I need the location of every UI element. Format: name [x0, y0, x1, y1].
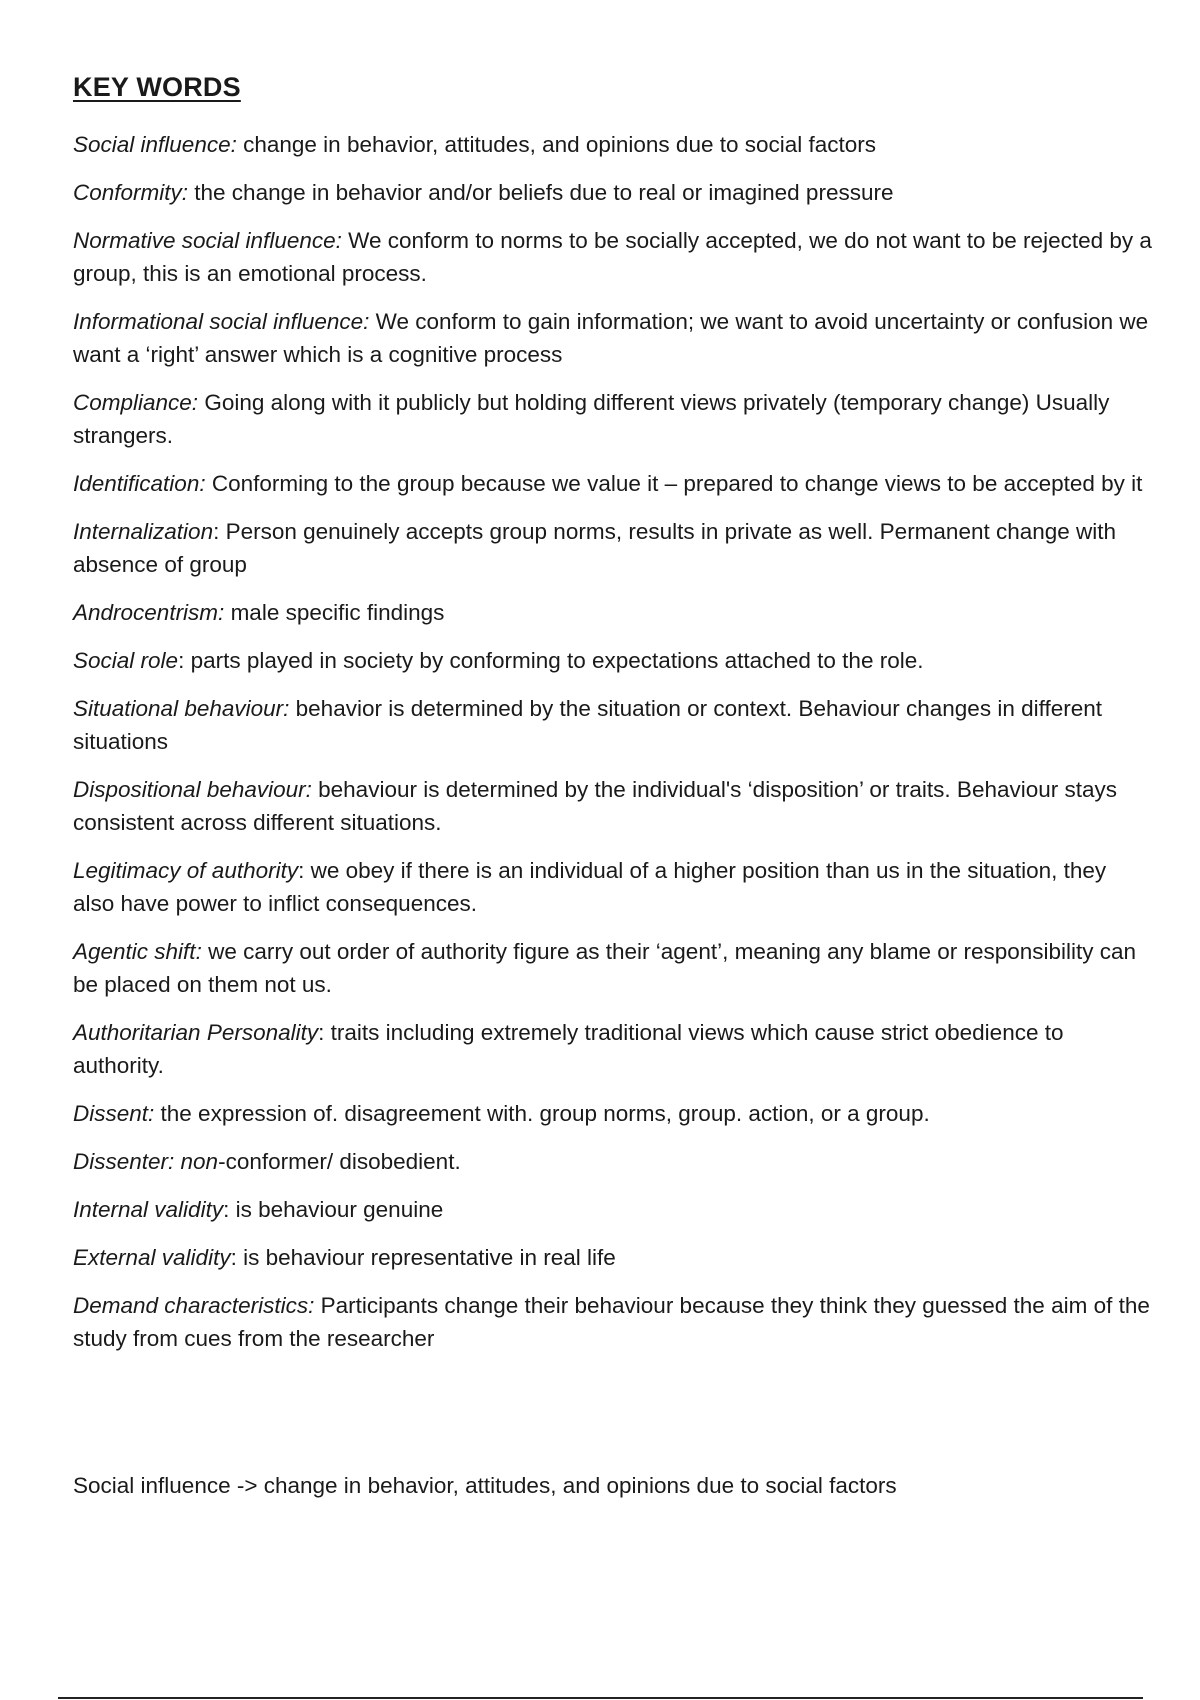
key-word-entry — [73, 854, 1153, 920]
term-label: Compliance: — [73, 390, 199, 415]
key-word-entry — [73, 1193, 1153, 1226]
term-label: Situational behaviour: — [73, 696, 290, 721]
key-word-entry — [73, 692, 1153, 758]
key-word-entry — [73, 176, 1153, 209]
term-label: Conformity: — [73, 180, 189, 205]
key-word-entry — [73, 644, 1153, 677]
term-label: Authoritarian Personality — [73, 1020, 319, 1045]
key-word-entry — [73, 386, 1153, 452]
key-word-entry — [73, 773, 1153, 839]
key-word-entry — [73, 224, 1153, 290]
term-label: Demand characteristics: — [73, 1293, 315, 1318]
term-definition: we carry out order of authority figure as their ‘agent’, meaning any blame or responsibility can be placed on them not us. — [73, 939, 1137, 997]
term-label: Social influence: — [73, 132, 237, 157]
key-word-entry — [73, 1241, 1153, 1274]
term-definition: : parts played in society by conforming to expectations attached to the role. — [178, 648, 924, 673]
key-word-entry — [73, 935, 1153, 1001]
term-label: Social role — [73, 648, 179, 673]
term-label: Dissenter: non — [73, 1149, 219, 1174]
term-label: Internalization — [73, 519, 214, 544]
key-word-entry — [73, 1145, 1153, 1178]
term-definition: the change in behavior and/or beliefs due to real or imagined pressure — [188, 180, 894, 205]
footer-divider — [58, 1697, 1143, 1699]
term-definition: Participants change their behaviour because they think they guessed the aim of the study from cues from the researcher — [73, 1293, 1150, 1351]
page-title: KEY WORDS — [73, 72, 241, 102]
term-definition: We conform to gain information; we want to avoid uncertainty or confusion we want a ‘right’ answer which is a cognitive process — [73, 309, 1149, 367]
term-label: Androcentrism: — [73, 600, 225, 625]
term-definition: We conform to norms to be socially accepted, we do not want to be rejected by a group, this is an emotional process. — [73, 228, 1152, 286]
key-word-entry — [73, 305, 1153, 371]
term-definition: -conformer/ disobedient. — [218, 1149, 461, 1174]
key-word-entry — [73, 128, 1153, 161]
term-definition: : we obey if there is an individual of a higher position than us in the situation, they also have power to inflict consequences. — [73, 858, 1107, 916]
key-word-entry — [73, 1016, 1153, 1082]
key-word-entry — [73, 467, 1153, 500]
term-definition: behaviour is determined by the individual's ‘disposition’ or traits. Behaviour stays consistent across different situations. — [73, 777, 1118, 835]
term-definition: the expression of. disagreement with. group norms, group. action, or a group. — [154, 1101, 930, 1126]
key-word-entry — [73, 1289, 1153, 1355]
term-definition: Going along with it publicly but holding different views privately (temporary change) Usually strangers. — [73, 390, 1110, 448]
key-word-entry — [73, 1097, 1153, 1130]
term-definition: change in behavior, attitudes, and opinions due to social factors — [236, 132, 877, 157]
term-label: Dissent: — [73, 1101, 155, 1126]
term-label: External validity — [73, 1245, 231, 1270]
term-definition: male specific findings — [224, 600, 445, 625]
term-label: Normative social influence: — [73, 228, 342, 253]
term-label: Legitimacy of authority — [73, 858, 299, 883]
summary-line: Social influence -> change in behavior, attitudes, and opinions due to social factors — [73, 1473, 897, 1498]
term-label: Internal validity — [73, 1197, 224, 1222]
key-words-list — [73, 128, 1153, 1370]
term-label: Agentic shift: — [73, 939, 202, 964]
term-definition: Conforming to the group because we value it – prepared to change views to be accepted by it — [205, 471, 1143, 496]
term-definition: behavior is determined by the situation or context. Behaviour changes in different situations — [73, 696, 1102, 754]
term-label: Informational social influence: — [73, 309, 370, 334]
key-word-entry — [73, 515, 1153, 581]
key-word-entry — [73, 596, 1153, 629]
term-definition: : is behaviour representative in real life — [230, 1245, 616, 1270]
term-definition: : Person genuinely accepts group norms, results in private as well. Permanent change with absence of group — [73, 519, 1117, 577]
term-definition: : traits including extremely traditional views which cause strict obedience to authority. — [73, 1020, 1064, 1078]
term-definition: : is behaviour genuine — [223, 1197, 444, 1222]
term-label: Identification: — [73, 471, 206, 496]
term-label: Dispositional behaviour: — [73, 777, 312, 802]
